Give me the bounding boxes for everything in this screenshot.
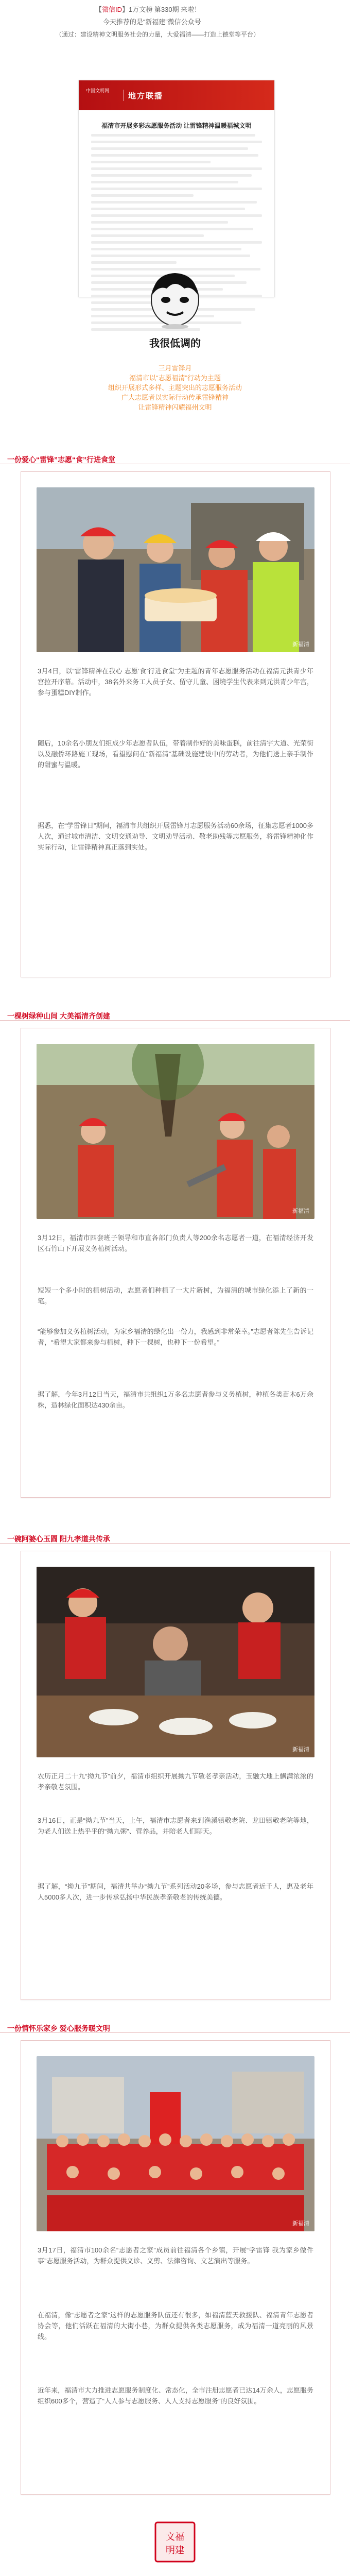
intro-line-3: 组织开展形式多样、主题突出的志愿服务活动 [108,384,242,392]
header-line-2: 今天推荐的是“新福建”微信公众号 [103,18,201,26]
intro-line-2: 福清市以“志愿福清”行动为主题 [129,374,221,382]
section-card-3 [21,1551,330,2000]
section-4-paragraph-1: 3月17日，福清市100余名“志愿者之家”成员前往福清各个乡镇，开展“学雷锋 我为家乡做件事”志愿服务活动，为群众提供义诊、义剪、法律咨询、文艺演出等服务。 [38,2246,313,2265]
section-1-paragraph-2: 随后，10余名小朋友们组成少年志愿者队伍，带着制作好的美味蛋糕，前往清宇大道、光荣街以及融侨环路施工现场，看望慰问在“新福清”基础设施建设中的劳动者，为他们送上亲手制作的甜蜜与温暖。 [38,739,313,769]
meme-caption: 我很低调的 [149,338,201,349]
section-2-paragraph-1: 3月12日，福清市四套班子领导和市直各部门负责人等200余名志愿者一道，在福清经济开发区石竹山下开展义务植树活动。 [38,1234,313,1252]
section-header-1 [0,453,350,465]
header-line-3: （通过：建设精神文明服务社会的力量，大爱福清——打造上德堂等平台） [56,31,260,38]
section-header-3 [0,1533,350,1544]
banner-divider [123,90,124,101]
brand-logo: 中国文明网 [86,88,110,93]
stamp-logo [152,2519,198,2565]
section-3-paragraph-1: 农历正月二十九“拗九节”前夕，福清市组织开展拗九节敬老孝亲活动，玉融大地上飘满浓浓的孝亲敬老氛围。 [38,1772,313,1791]
photo-watermark: 新福清 [292,1208,309,1214]
article-screenshot[interactable] [78,80,275,297]
photo-watermark: 新福清 [292,2221,309,2227]
section-4-paragraph-3: 近年来，福清市大力推进志愿服务制度化、常态化，全市注册志愿者已达14万余人，志愿服务组织600多个，营造了“人人参与志愿服务、人人支持志愿服务”的良好氛围。 [38,2386,313,2405]
section-photo-2 [37,1044,314,1219]
section-photo-3 [37,1567,314,1757]
section-3-paragraph-3: 据了解，“拗九节”期间，福清共举办“拗九节”系列活动20多场，参与志愿者近千人，惠及老年人5000多人次，进一步传承弘扬中华民族孝亲敬老的传统美德。 [38,1883,313,1901]
svg-text:明建: 明建 [166,2545,184,2556]
meme-face-image [144,268,206,330]
intro-line-1: 三月雷锋月 [158,364,192,372]
section-title-2: 一棵树绿种山间 大美福清齐创建 [7,1012,110,1020]
section-card-2 [21,1028,330,1498]
section-divider [0,2032,350,2033]
section-2-paragraph-2: 短短一个多小时的植树活动，志愿者们种植了一大片新树，为福清的城市绿化添上了新的一笔。 [38,1286,313,1305]
article-title: 福清市开展多彩志愿服务活动 让雷锋精神温暖福城文明 [101,122,252,129]
header-tag: 微信ID [102,6,122,13]
section-card-4 [21,2040,330,2495]
section-title-4: 一份情怀乐家乡 爱心服务暖文明 [7,2024,110,2032]
section-2-paragraph-3: “能够参加义务植树活动，为家乡福清的绿化出一份力，我感到非常荣幸。”志愿者陈先生告诉记者，“希望大家都来参与植树，种下一棵树，也种下一份希望。” [38,1328,313,1346]
article-banner [79,80,274,110]
intro-line-4: 广大志愿者以实际行动传承雷锋精神 [121,394,229,401]
section-1-paragraph-3: 据悉，在“学雷锋日”期间，福清市共组织开展雷锋月志愿服务活动60余场，征集志愿者1000多人次，通过城市清洁、文明交通劝导、文明劝导活动、敬老助残等志愿服务，将雷锋精神化作实际行动，让雷锋精神真正落到实处。 [38,822,313,851]
section-header-2 [0,1010,350,1021]
section-3-paragraph-2: 3月16日，正是“拗九节”当天，上午，福清市志愿者来到渔溪镇敬老院、龙田镇敬老院等地，为老人们送上热乎乎的“拗九粥”、营养品，并陪老人们聊天。 [38,1817,313,1835]
header-line-1: 【微信ID】1万文榜 第330期 来啦！ [95,6,201,13]
section-name: 地方联播 [128,92,164,100]
intro-line-5: 让雷锋精神闪耀福州文明 [138,403,212,411]
section-divider [0,1020,350,1021]
section-card-1 [21,471,330,977]
section-title-3: 一碗阿婆心玉圆 阳九孝道共传承 [7,1535,110,1543]
section-photo-4 [37,2056,314,2231]
section-header-4 [0,2022,350,2033]
section-divider [0,1543,350,1544]
photo-watermark: 新福清 [292,1747,309,1753]
section-2-paragraph-4: 据了解，今年3月12日当天，福清市共组织1万多名志愿者参与义务植树，种植各类苗木6万余株，造林绿化面积达430余亩。 [38,1391,313,1409]
section-4-paragraph-2: 在福清，像“志愿者之家”这样的志愿服务队伍还有很多，如福清蓝天救援队、福清青年志愿者协会等，他们活跃在福清的大街小巷，为群众提供各类志愿服务，成为福清一道亮丽的风景线。 [38,2311,313,2341]
section-1-paragraph-1: 3月4日，以“雷锋精神在我心 志愿‘食’行进食堂”为主题的青年志愿服务活动在福清元洪青少年宫拉开序幕。活动中，38名外来务工人员子女、留守儿童、困境学生代表来到元洪青少年宫，参与蛋糕DIY制作。 [38,667,313,697]
section-title-1: 一份爱心“雷锋”志愿“食”行进食堂 [7,455,115,464]
section-photo-1 [37,487,314,652]
svg-text:文福: 文福 [166,2532,184,2543]
photo-watermark: 新福清 [292,641,309,648]
